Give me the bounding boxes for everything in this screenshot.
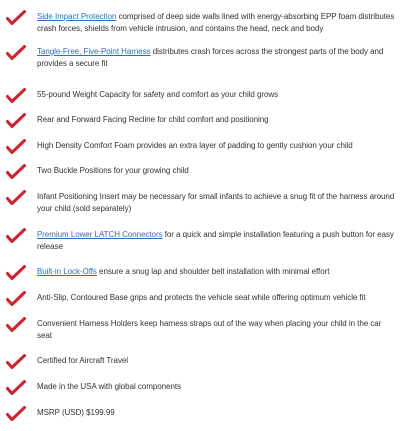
- red-checkmark-icon: [6, 10, 26, 26]
- feature-description: Rear and Forward Facing Recline for child comfort and positioning: [37, 115, 269, 124]
- feature-text: [37, 11, 396, 35]
- red-checkmark-icon: [6, 88, 26, 104]
- feature-description: Made in the USA with global components: [37, 382, 181, 391]
- feature-text: [37, 266, 396, 278]
- red-checkmark-icon: [6, 228, 26, 244]
- feature-description: Anti-Slip, Contoured Base grips and protects the vehicle seat while offering optimum vehicle fit: [37, 293, 366, 302]
- red-checkmark-icon: [6, 45, 26, 61]
- feature-description: distributes crash forces across the strongest parts of the body and provides a secure fit: [37, 47, 384, 68]
- red-checkmark-icon: [6, 190, 26, 206]
- red-checkmark-icon: [6, 139, 26, 155]
- red-checkmark-icon: [6, 291, 26, 307]
- feature-description: MSRP (USD) $199.99: [37, 408, 115, 417]
- feature-description: Infant Positioning Insert may be necessary for small infants to achieve a snug fit of the harness around your child (sold separately): [37, 192, 395, 213]
- feature-link-lock-offs[interactable]: Built-in Lock-Offs: [37, 267, 97, 276]
- red-checkmark-icon: [6, 354, 26, 370]
- red-checkmark-icon: [6, 317, 26, 333]
- feature-description: Convenient Harness Holders keep harness straps out of the way when placing your child in the car seat: [37, 319, 382, 340]
- feature-text: [37, 46, 396, 70]
- feature-link-side-impact[interactable]: Side Impact Protection: [37, 12, 117, 21]
- red-checkmark-icon: [6, 265, 26, 281]
- feature-text: [37, 229, 396, 253]
- red-checkmark-icon: [6, 113, 26, 129]
- feature-description: Certified for Aircraft Travel: [37, 356, 129, 365]
- feature-description: Two Buckle Positions for your growing child: [37, 166, 189, 175]
- feature-description: High Density Comfort Foam provides an extra layer of padding to gently cushion your child: [37, 141, 353, 150]
- feature-description: comprised of deep side walls lined with energy-absorbing EPP foam distributes crash forces, shields from vehicle intrusion, and contains the head, neck and body: [37, 12, 395, 33]
- feature-link-harness[interactable]: Tangle-Free, Five-Point Harness: [37, 47, 151, 56]
- feature-description: ensure a snug lap and shoulder belt installation with minimal effort: [96, 267, 330, 276]
- feature-description: for a quick and simple installation featuring a push button for easy release: [37, 230, 394, 251]
- red-checkmark-icon: [6, 406, 26, 422]
- feature-description: 55-pound Weight Capacity for safety and comfort as your child grows: [37, 90, 279, 99]
- feature-link-latch[interactable]: Premium Lower LATCH Connectors: [37, 230, 163, 239]
- red-checkmark-icon: [6, 164, 26, 180]
- red-checkmark-icon: [6, 380, 26, 396]
